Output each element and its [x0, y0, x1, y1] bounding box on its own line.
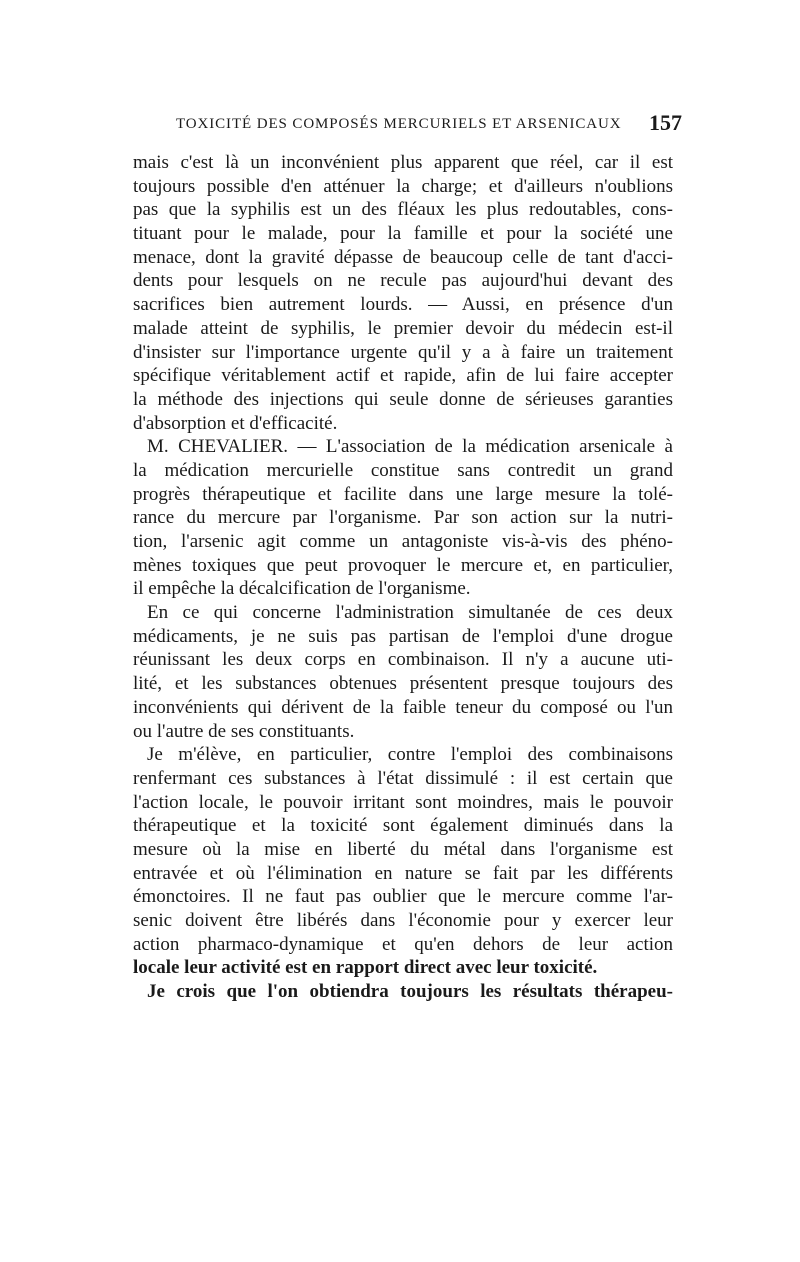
- text-line: mais c'est là un inconvénient plus apparent que réel, car il est: [133, 152, 673, 173]
- text-line: renfermant ces substances à l'état dissimulé : il est certain que: [133, 767, 673, 789]
- text-line: dents pour lesquels on ne recule pas aujourd'hui devant des: [133, 270, 673, 292]
- text-line: il empêche la décalcification de l'organisme.: [133, 578, 471, 600]
- text-line: inconvénients qui dérivent de la faible teneur du composé ou l'un: [133, 696, 673, 718]
- body-text: [133, 151, 673, 1004]
- page-number: 157: [649, 110, 682, 135]
- text-line: d'insister sur l'importance urgente qu'il y a à faire un traitement: [133, 341, 673, 363]
- text-line: locale leur activité est en rapport direct avec leur toxicité.: [133, 957, 598, 979]
- text-line: toujours possible d'en atténuer la charge; et d'ailleurs n'oublions: [133, 175, 673, 197]
- text-line: médicaments, je ne suis pas partisan de l'emploi d'une drogue: [133, 625, 673, 647]
- text-line: tituant pour le malade, pour la famille et pour la société une: [133, 223, 673, 245]
- text-line: l'action locale, le pouvoir irritant sont moindres, mais le pouvoir: [133, 791, 673, 813]
- page-header: [176, 110, 682, 140]
- text-line: mesure où la mise en liberté du métal dans l'organisme est: [133, 838, 673, 860]
- text-line: senic doivent être libérés dans l'économie pour y exercer leur: [133, 910, 673, 931]
- text-line: Je m'élève, en particulier, contre l'emploi des combinaisons: [147, 744, 673, 766]
- text-line: la médication mercurielle constitue sans contredit un grand: [133, 459, 673, 481]
- text-line: rance du mercure par l'organisme. Par son action sur la nutri-: [133, 507, 673, 529]
- text-line: Je crois que l'on obtiendra toujours les résultats thérapeu-: [147, 981, 673, 1003]
- text-line: spécifique véritablement actif et rapide, afin de lui faire accepter: [133, 365, 673, 387]
- text-line: En ce qui concerne l'administration simultanée de ces deux: [147, 602, 673, 624]
- text-line: la méthode des injections qui seule donne de sérieuses garanties: [133, 388, 673, 410]
- text-line: entravée et où l'élimination en nature se fait par les différents: [133, 862, 673, 884]
- text-line: émonctoires. Il ne faut pas oublier que le mercure comme l'ar-: [133, 886, 673, 908]
- text-line: M. CHEVALIER. — L'association de la médication arsenicale à: [147, 436, 673, 458]
- text-line: thérapeutique et la toxicité sont également diminués dans la: [133, 815, 673, 837]
- text-line: progrès thérapeutique et facilite dans une large mesure la tolé-: [133, 483, 673, 505]
- text-line: d'absorption et d'efficacité.: [133, 412, 338, 434]
- text-line: malade atteint de syphilis, le premier devoir du médecin est-il: [133, 317, 673, 339]
- text-line: mènes toxiques que peut provoquer le mercure et, en particulier,: [133, 554, 673, 576]
- text-line: sacrifices bien autrement lourds. — Aussi, en présence d'un: [133, 294, 673, 316]
- text-line: action pharmaco-dynamique et qu'en dehors de leur action: [133, 933, 673, 955]
- running-title: TOXICITÉ DES COMPOSÉS MERCURIELS ET ARSENICAUX: [176, 116, 622, 132]
- text-line: réunissant les deux corps en combinaison. Il n'y a aucune uti-: [133, 649, 673, 671]
- text-line: ou l'autre de ses constituants.: [133, 720, 355, 742]
- text-line: menace, dont la gravité dépasse de beaucoup celle de tant d'acci-: [133, 246, 673, 268]
- text-line: pas que la syphilis est un des fléaux les plus redoutables, cons-: [133, 199, 673, 221]
- text-line: tion, l'arsenic agit comme un antagoniste vis-à-vis des phéno-: [133, 531, 673, 552]
- text-line: lité, et les substances obtenues présentent presque toujours des: [133, 673, 673, 695]
